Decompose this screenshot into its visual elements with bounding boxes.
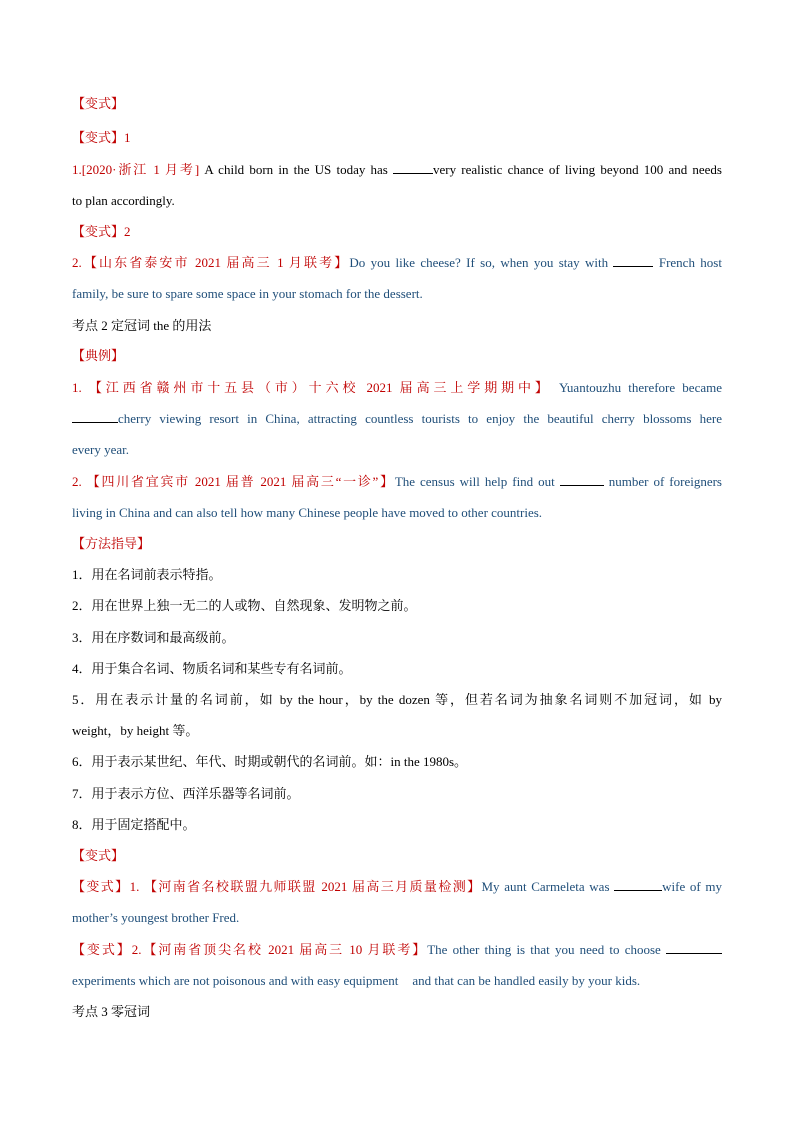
variant-4-text-b: experiments which are not poisonous and with easy equipment bbox=[72, 973, 399, 988]
example-1-line-2 bbox=[72, 411, 722, 427]
example-2-text-b: number of foreigners bbox=[603, 474, 722, 489]
question-1-text-a: A child born in the US today has bbox=[204, 162, 394, 177]
question-1-line-2: to plan accordingly. bbox=[72, 193, 175, 208]
question-1-line-1 bbox=[72, 162, 722, 178]
rule-5-line-2: weight，by height 等。 bbox=[72, 723, 199, 738]
example-2-line-1 bbox=[72, 474, 722, 490]
question-1-text-b: very realistic chance of living beyond 100 and needs bbox=[433, 162, 722, 177]
rule-2: 2．用在世界上独一无二的人或物、自然现象、发明物之前。 bbox=[72, 598, 417, 613]
variant-3-text-b: wife of my bbox=[662, 879, 722, 894]
variant-3-text-a: My aunt Carmeleta was bbox=[481, 879, 615, 894]
example-header: 【典例】 bbox=[72, 348, 125, 363]
variant-3-label: 【变式】 bbox=[72, 879, 130, 894]
variant-4-text-c: and that can be handled easily by your kids. bbox=[412, 973, 641, 988]
rule-3: 3．用在序数词和最高级前。 bbox=[72, 630, 235, 645]
example-1-line-1 bbox=[72, 380, 722, 396]
variant-4-text-a: The other thing is that you need to choose bbox=[427, 942, 666, 957]
variant-1-label-text: 【变式】1 bbox=[72, 130, 131, 145]
rule-5-line-1: 5．用在表示计量的名词前，如 by the hour，by the dozen 等，但若名词为抽象名词则不加冠词，如 by bbox=[72, 692, 722, 707]
example-1-source: 1. 【江西省赣州市十五县（市）十六校 2021 届高三上学期期中】 bbox=[72, 380, 552, 395]
rule-4: 4．用于集合名词、物质名词和某些专有名词前。 bbox=[72, 661, 352, 676]
example-2-text-a: The census will help find out bbox=[394, 474, 560, 489]
example-1-line-3: every year. bbox=[72, 442, 130, 457]
rule-8: 8．用于固定搭配中。 bbox=[72, 817, 196, 832]
example-2-source: 2. 【四川省宜宾市 2021 届普 2021 届高三“一诊”】 bbox=[72, 474, 395, 489]
example-1-text-b: cherry viewing resort in China, attracting countless tourists to enjoy the beautiful cherry blossoms here bbox=[118, 411, 722, 426]
question-2-text-b: French host bbox=[653, 255, 722, 270]
variant-header: 【变式】 bbox=[72, 96, 125, 111]
question-1-blank[interactable] bbox=[393, 162, 433, 174]
variant-4-label: 【变式】 bbox=[72, 942, 132, 957]
question-2-line-2: family, be sure to spare some space in your stomach for the dessert. bbox=[72, 286, 423, 301]
variant-4-blank[interactable] bbox=[666, 942, 722, 954]
example-1-blank[interactable] bbox=[72, 411, 118, 423]
method-header: 【方法指导】 bbox=[72, 536, 151, 551]
section-3-title: 考点 3 零冠词 bbox=[72, 1004, 151, 1019]
question-2-blank[interactable] bbox=[613, 255, 653, 267]
variant-2-label-text: 【变式】2 bbox=[72, 224, 131, 239]
section-2-title: 考点 2 定冠词 the 的用法 bbox=[72, 318, 212, 333]
question-2-line-1 bbox=[72, 255, 722, 271]
question-2-text-a: Do you like cheese? If so, when you stay with bbox=[349, 255, 614, 270]
question-1-source: 1.[2020·浙江 1 月考] bbox=[72, 162, 205, 177]
variant-header-2: 【变式】 bbox=[72, 848, 125, 863]
variant-4-line-1 bbox=[72, 942, 722, 958]
variant-3-line-1 bbox=[72, 879, 722, 895]
example-2-line-2: living in China and can also tell how many Chinese people have moved to other countries. bbox=[72, 505, 543, 520]
variant-3-source: 1. 【河南省名校联盟九师联盟 2021 届高三月质量检测】 bbox=[129, 879, 482, 894]
variant-3-blank[interactable] bbox=[614, 879, 662, 891]
rule-6: 6．用于表示某世纪、年代、时期或朝代的名词前。如：in the 1980s。 bbox=[72, 754, 468, 769]
variant-2-label bbox=[72, 224, 722, 240]
variant-3-line-2: mother’s youngest brother Fred. bbox=[72, 910, 240, 925]
variant-1-label bbox=[72, 130, 722, 146]
rule-7: 7．用于表示方位、西洋乐器等名词前。 bbox=[72, 786, 300, 801]
variant-4-source: 2.【河南省顶尖名校 2021 届高三 10 月联考】 bbox=[131, 942, 428, 957]
example-1-text-a: Yuantouzhu therefore became bbox=[551, 380, 722, 395]
variant-4-line-2 bbox=[72, 973, 722, 989]
example-2-blank[interactable] bbox=[560, 474, 604, 486]
question-2-source: 2.【山东省泰安市 2021 届高三 1 月联考】 bbox=[72, 255, 350, 270]
rule-1: 1．用在名词前表示特指。 bbox=[72, 567, 222, 582]
